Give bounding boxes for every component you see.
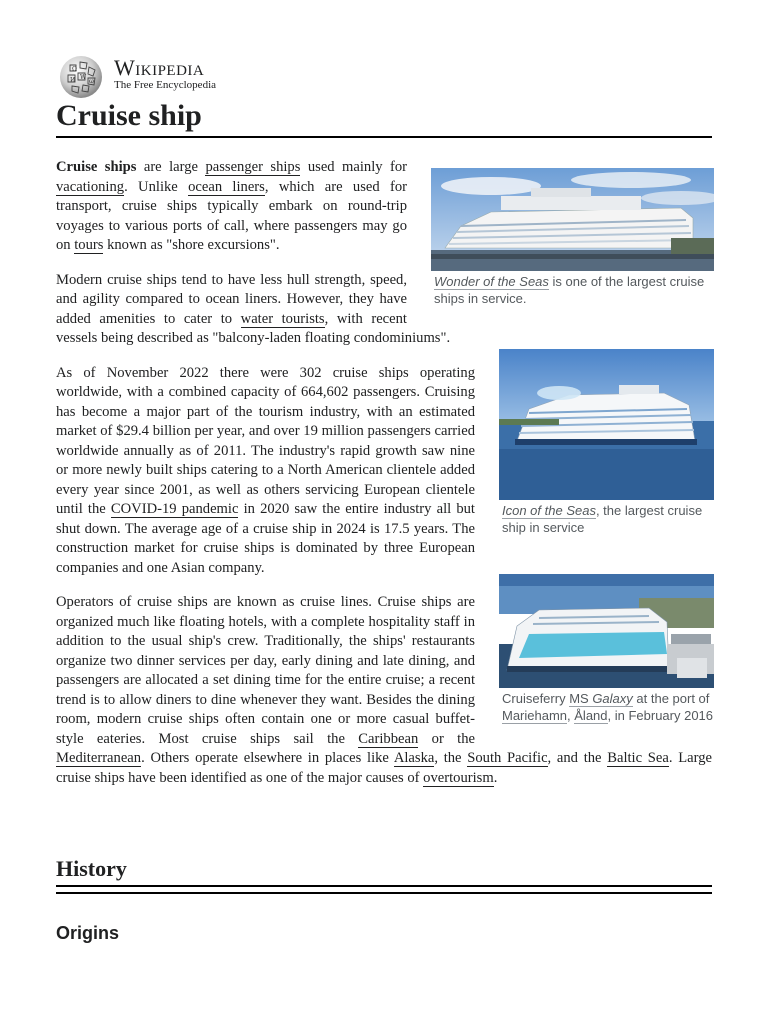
subsection-heading-origins: Origins: [56, 923, 120, 943]
caption-link-icon-of-the-seas[interactable]: Icon of the Seas: [502, 503, 596, 518]
caption-link-ms-galaxy[interactable]: MS Galaxy: [569, 690, 633, 706]
paragraph-3: As of November 2022 there were 302 cruise ships operating worldwide, with a combined capacity of 664,602 passengers. Cruising has become a major part of the tourism industry, with an estimated market of $29.4 billion per year, and over 19 million passengers carried worldwide annually as of 2011. The industry's rapid growth saw nine or more newly built ships catering to a North American clientele added every year since 2001, as well as others servicing European clientele until the COVID-19 pandemic in 2020 saw the entire industry all but shut down. The average age of a cruise ship in 2024 is 17.5 years. The construction market for cruise ships is dominated by three European companies and one Asian company. Cruiseferry MS Galaxy at the port of Mariehamn, Åland, in February 2016: [56, 364, 714, 723]
link-passenger-ships[interactable]: passenger ships: [205, 159, 301, 175]
link-mediterranean[interactable]: Mediterranean: [56, 750, 142, 766]
paragraph-2: Modern cruise ships tend to have less hull strength, speed, and agility compared to ocean liners. However, they have added amenities to cater to water tourists, with recent vessels being described as "balcony-laden floating condominiums". Icon of the Seas, the largest cruise ship in service: [56, 271, 712, 349]
figure-caption: Cruiseferry MS Galaxy at the port of Mariehamn, Åland, in February 2016: [502, 690, 714, 723]
link-covid-19-pandemic[interactable]: COVID-19 pandemic: [110, 501, 239, 517]
link-overtourism[interactable]: overtourism: [423, 769, 494, 786]
svg-text:И: И: [70, 77, 76, 84]
link-tours[interactable]: tours: [74, 237, 104, 253]
wikipedia-globe-icon[interactable]: [56, 55, 106, 97]
figure-caption: Icon of the Seas, the largest cruise ship in service: [502, 503, 703, 535]
caption-link-mariehamn[interactable]: Mariehamn: [502, 707, 568, 723]
svg-text:ω: ω: [89, 78, 94, 85]
wikipedia-wordmark[interactable]: [114, 56, 216, 92]
link-alaska[interactable]: Alaska: [393, 750, 435, 766]
caption-link-aland[interactable]: Åland: [574, 707, 608, 723]
article-body: [56, 158, 712, 803]
link-caribbean[interactable]: Caribbean: [358, 730, 419, 747]
link-ocean-liners[interactable]: ocean liners: [188, 178, 265, 195]
figure-caption: Wonder of the Seas is one of the largest cruise ships in service.: [434, 274, 705, 306]
paragraph-4: Operators of cruise ships are known as cruise lines. Cruise ships are organized much like floating hotels, with a complete hospitality staff in addition to the usual ship's crew. Traditionally, the ships' restaurants organize two dinner services per day, early dining and late dining, and passengers are allocated a set dining time for the entire cruise; a recent trend is to allow diners to dine whenever they want. Besides the dining room, modern cruise ships often contain one or more casual buffet-style eateries. Most cruise ships sail the Caribbean or the Mediterranean. Others operate elsewhere in places like Alaska, the South Pacific, and the Baltic Sea. Large cruise ships have been identified as one of the major causes of overtourism.: [56, 594, 712, 786]
figure-icon-of-the-seas: [499, 349, 714, 536]
section-heading-history: History: [56, 856, 127, 881]
ship-image-wonder-of-the-seas[interactable]: [431, 168, 714, 271]
svg-text:W: W: [80, 74, 87, 81]
figure-wonder-of-the-seas: [431, 168, 714, 307]
link-water-tourists[interactable]: water tourists: [240, 310, 325, 327]
figure-ms-galaxy: [499, 574, 714, 724]
section-divider: [56, 892, 712, 894]
ship-image-icon-of-the-seas[interactable]: [499, 349, 714, 500]
link-south-pacific[interactable]: South Pacific: [467, 750, 548, 766]
ship-image-ms-galaxy[interactable]: [499, 574, 714, 688]
page-title: Cruise ship: [56, 96, 712, 138]
bold-term: Cruise ships: [56, 159, 137, 175]
link-vacationing[interactable]: vacationing: [56, 178, 125, 195]
paragraph-1: Wonder of the Seas is one of the largest cruise ships in service. Cruise ships are large passenger ships used mainly for vacationing. Unlike ocean liners, which are used for transport, cruise ships typically embark on round-trip voyages to various ports of call, where passengers may go on tours known as "shore excursions".: [56, 158, 712, 256]
caption-link-wonder-of-the-seas[interactable]: Wonder of the Seas: [434, 274, 549, 289]
wordmark-tagline: The Free Encyclopedia: [114, 79, 217, 91]
svg-text:Ω: Ω: [72, 66, 77, 73]
section-divider: [56, 885, 712, 887]
wordmark-text: Wikipedia: [114, 55, 205, 80]
link-baltic-sea[interactable]: Baltic Sea: [607, 750, 669, 766]
